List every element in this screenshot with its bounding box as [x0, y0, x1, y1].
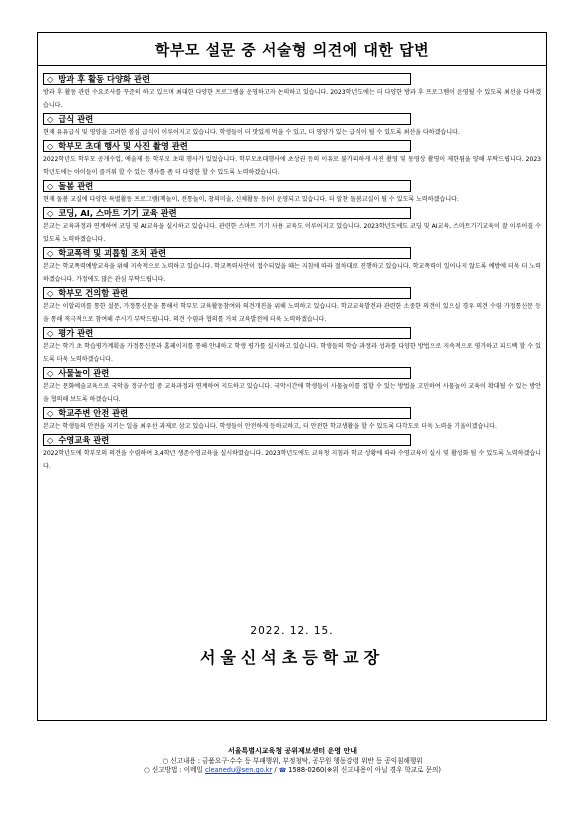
section-body: 본교는 문화예술교육으로 국악을 정규수업 중 교육과정과 연계하여 지도하고 있습니다. 국악시간에 학생들이 사물놀이를 접할 수 있는 방법을 고민하여 사물놀이 교육이 확대될 수 있는 방안을 협의해 보도록 하겠습니다.	[43, 383, 541, 403]
section-body: 현재 돌봄 교실에 다양한 특별활동 프로그램(책놀이, 전통놀이, 창의미술, 신체활동 등)이 운영되고 있습니다. 더 알찬 돌봄교실이 될 수 있도록 노력하겠습니다.	[43, 196, 459, 203]
diamond-icon: ◇	[47, 114, 54, 124]
diamond-icon: ◇	[47, 408, 54, 418]
section-heading-label: 학부모 건의함 관련	[58, 288, 129, 298]
footer-phone: 1588-0260	[288, 766, 325, 774]
section-body: 현재 유유급식 및 영양을 고려한 점심 급식이 이루어지고 있습니다. 학생들이 더 맛있게 먹을 수 있고, 더 영양가 있는 급식이 될 수 있도록 최선을 다하겠습니다.	[43, 129, 460, 136]
sections-container	[43, 73, 541, 474]
section-body: 본교는 교육과정과 연계하여 코딩 및 AI교육을 실시하고 있습니다. 관련한 스마트 기기 사용 교육도 이루어지고 있습니다. 2023학년도에도 코딩 및 AI교육, 스마트기기교육이 잘 이루어질 수 있도록 노력하겠습니다.	[43, 223, 541, 243]
footer-separator: /	[274, 766, 277, 774]
section-evaluation	[43, 327, 541, 366]
diamond-icon: ◇	[47, 435, 54, 445]
section-school-violence	[43, 247, 541, 286]
section-heading-label: 평가 관련	[58, 328, 94, 338]
section-heading	[43, 113, 411, 125]
footer-line-report-content: ○ 신고내용 : 금품요구·수수 등 부패행위, 부정청탁, 공무원 행동강령 위반 등 공익침해행위	[162, 757, 423, 765]
section-body: 본교는 이알리미를 통한 설문, 가정통신문을 통해서 학부모 교육활동참여와 의견개진을 위해 노력하고 있습니다. 학교교육발전과 관련한 소중한 의견이 있으실 경우 의견 수렴 가정통신문 등을 통해 적극적으로 참여해 주시기 부탁드립니다. 의견 수렴과 협의를 거쳐 교육발전에 더욱 노력하겠습니다.	[43, 303, 541, 323]
section-heading-label: 급식 관련	[58, 114, 94, 124]
diamond-icon: ◇	[47, 368, 54, 378]
document-date: 2022. 12. 15.	[250, 625, 334, 637]
section-swimming	[43, 434, 541, 473]
section-body: 2022학년도 학부모 공개수업, 예술제 등 학부모 초대 행사가 있었습니다. 학부모초대행사에 초상권 등의 이유로 불가피하게 사진 촬영 및 동영상 촬영이 제한됨을 양해 부탁드립니다. 2023학년도에는 아이들이 즐거워 할 수 있는 행사를 좀 더 다양한 할 수 있도록 노력하겠습니다.	[43, 156, 541, 176]
section-heading	[43, 247, 411, 259]
footer-method-suffix: (※위 신고내용이 아닐 경우 학교로 문의)	[324, 766, 441, 774]
document-frame	[37, 32, 547, 721]
section-heading	[43, 207, 411, 219]
section-heading	[43, 180, 411, 192]
section-heading-label: 사물놀이 관련	[58, 368, 110, 378]
section-body: 본교는 학생들의 안전을 지키는 일을 최우선 과제로 삼고 있습니다. 학생들이 안전하게 등하교하고, 더 안전한 학교생활을 할 수 있도록 다각도로 더욱 노력을 기울이겠습니다.	[43, 423, 497, 430]
section-heading-label: 방과 후 활동 다양화 관련	[58, 74, 150, 84]
section-heading-label: 돌봄 관련	[58, 181, 94, 191]
diamond-icon: ◇	[47, 288, 54, 298]
section-heading	[43, 327, 411, 339]
section-heading	[43, 434, 411, 446]
section-heading-label: 코딩, AI, 스마트 기기 교육 관련	[58, 208, 177, 218]
section-heading-label: 수영교육 관련	[58, 435, 110, 445]
section-meals	[43, 113, 541, 139]
diamond-icon: ◇	[47, 208, 54, 218]
diamond-icon: ◇	[47, 181, 54, 191]
section-coding	[43, 207, 541, 246]
phone-icon: ☎	[278, 767, 287, 774]
section-heading	[43, 287, 411, 299]
footer-title: 서울특별시교육청 공위제보센터 운영 안내	[227, 747, 358, 755]
footer-notice	[0, 747, 585, 775]
footer-email-link[interactable]: cleanedu@sen.go.kr	[205, 766, 273, 774]
section-heading	[43, 407, 411, 419]
diamond-icon: ◇	[47, 141, 54, 151]
section-heading-label: 학교주변 안전 관련	[58, 408, 129, 418]
diamond-icon: ◇	[47, 328, 54, 338]
section-heading	[43, 140, 411, 152]
section-heading	[43, 367, 411, 379]
section-heading	[43, 73, 411, 85]
section-body: 2022학년도에 학부모의 의견을 수렴하여 3,4학년 생존수영교육을 실시하였습니다. 2023학년도에도 교육청 지침과 학교 상황에 따라 수영교육이 실시 및 활성화 될 수 있도록 노력하겠습니다.	[43, 450, 541, 470]
section-body: 본교는 학기 초 학습평가계획을 가정통신문과 홈페이지를 통해 안내하고 학생 평가를 실시하고 있습니다. 학생들의 학습 과정과 성과를 다양한 방법으로 지속적으로 평가하고 피드백 할 수 있도록 더욱 노력하겠습니다.	[43, 343, 541, 363]
diamond-icon: ◇	[47, 248, 54, 258]
section-heading-label: 학부모 초대 행사 및 사진 촬영 관련	[58, 141, 188, 151]
section-heading-label: 학교폭력 및 괴롭힘 조치 관련	[58, 248, 167, 258]
section-body: 본교는 학교폭력예방교육을 위해 지속적으로 노력하고 있습니다. 학교폭력사안이 접수되었을 때는 지침에 따라 절차대로 진행하고 있습니다. 학교폭력이 일어나지 않도록 예방에 더욱 더 노력하겠습니다. 가정에도 많은 관심 부탁드립니다.	[43, 263, 541, 283]
section-body: 방과 후 활동 관련 수요조사를 꾸준히 하고 있으며 최대한 다양한 프로그램을 운영하고자 논의하고 있습니다. 2023학년도에는 더 다양한 방과 후 프로그램이 운영될 수 있도록 최선을 다하겠습니다.	[43, 89, 541, 109]
footer-line-report-method	[0, 766, 585, 775]
section-afterschool	[43, 73, 541, 112]
footer-method-prefix: ○ 신고방법 : 이메일	[144, 766, 203, 774]
section-samulnori	[43, 367, 541, 406]
section-safety	[43, 407, 541, 433]
section-parent-events	[43, 140, 541, 179]
section-care	[43, 180, 541, 206]
signer-name: 서울신석초등학교장	[199, 648, 385, 667]
diamond-icon: ◇	[47, 74, 54, 84]
section-suggestion-box	[43, 287, 541, 326]
document-title: 학부모 설문 중 서술형 의견에 대한 답변	[38, 33, 546, 66]
